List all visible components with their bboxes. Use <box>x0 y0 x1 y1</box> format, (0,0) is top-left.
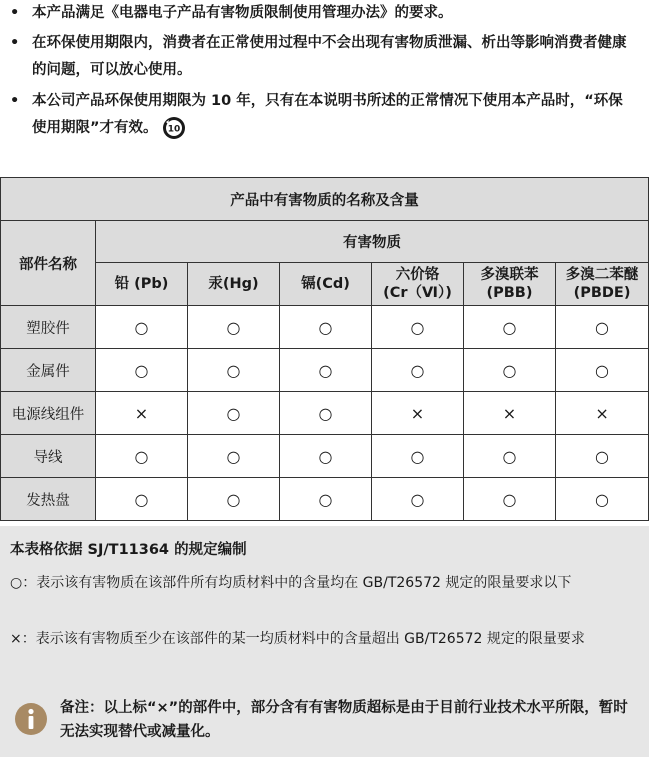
bullet-text: 本公司产品环保使用期限为 10 年，只有在本说明书所述的正常情况下使用本产品时，“环保使用期限”才有效。 <box>32 93 623 136</box>
circle-note: ○：表示该有害物质在该部件所有均质材料中的含量均在 GB/T26572 规定的限量要求以下 <box>10 575 572 591</box>
value-cell: ○ <box>188 306 280 349</box>
value-cell: × <box>96 392 188 435</box>
bullet-text: 本产品满足《电器电子产品有害物质限制使用管理办法》的要求。 <box>32 5 453 21</box>
cross-note: ×：表示该有害物质至少在该部件的某一均质材料中的含量超出 GB/T26572 规定的限量要求 <box>10 631 585 647</box>
bullet-marker: • <box>10 5 20 21</box>
column-header-pbde: 多溴二苯醚 (PBDE) <box>556 263 649 306</box>
value-cell: ○ <box>556 478 649 521</box>
table-title: 产品中有害物质的名称及含量 <box>1 178 649 221</box>
value-cell: ○ <box>96 306 188 349</box>
value-cell: ○ <box>556 306 649 349</box>
part-name-cell: 电源线组件 <box>1 392 96 435</box>
epup-10-icon <box>162 116 186 140</box>
substances-group-header: 有害物质 <box>96 221 649 263</box>
column-header-cd: 镉(Cd) <box>280 263 372 306</box>
bullet-text-with-logo <box>32 88 632 142</box>
table-row <box>1 478 649 521</box>
value-cell: ○ <box>556 435 649 478</box>
value-cell: ○ <box>280 306 372 349</box>
value-cell: × <box>464 392 556 435</box>
notes-heading: 本表格依据 SJ/T11364 的规定编制 <box>10 542 247 558</box>
value-cell: ○ <box>556 349 649 392</box>
value-cell: ○ <box>464 349 556 392</box>
remark <box>14 696 634 746</box>
part-name-cell: 金属件 <box>1 349 96 392</box>
part-name-header: 部件名称 <box>1 221 96 306</box>
value-cell: ○ <box>372 435 464 478</box>
column-header-cr6: 六价铬 (Cr（Ⅵ）) <box>372 263 464 306</box>
value-cell: ○ <box>280 349 372 392</box>
part-name-cell: 发热盘 <box>1 478 96 521</box>
table-row <box>1 306 649 349</box>
hazardous-substances-table <box>0 177 649 526</box>
column-header-pbb: 多溴联苯 (PBB) <box>464 263 556 306</box>
value-cell: ○ <box>280 435 372 478</box>
value-cell: ○ <box>372 306 464 349</box>
column-header-pb: 铅 (Pb) <box>96 263 188 306</box>
table-row <box>1 392 649 435</box>
bullet-marker: • <box>10 93 20 109</box>
value-cell: ○ <box>372 349 464 392</box>
part-name-cell: 导线 <box>1 435 96 478</box>
value-cell: × <box>372 392 464 435</box>
remark-text: 备注：以上标“×”的部件中，部分含有有害物质超标是由于目前行业技术水平所限，暂时无法实现替代或减量化。 <box>60 700 628 740</box>
value-cell: ○ <box>188 478 280 521</box>
value-cell: ○ <box>280 478 372 521</box>
table-row <box>1 435 649 478</box>
value-cell: ○ <box>96 435 188 478</box>
value-cell: ○ <box>464 478 556 521</box>
bullet-marker: • <box>10 35 20 51</box>
value-cell: ○ <box>464 306 556 349</box>
table-row <box>1 349 649 392</box>
part-name-cell: 塑胶件 <box>1 306 96 349</box>
bullet-text: 在环保使用期限内，消费者在正常使用过程中不会出现有害物质泄漏、析出等影响消费者健康的问题，可以放心使用。 <box>32 35 627 78</box>
value-cell: ○ <box>188 435 280 478</box>
value-cell: ○ <box>188 392 280 435</box>
value-cell: ○ <box>464 435 556 478</box>
value-cell: ○ <box>96 478 188 521</box>
column-header-hg: 汞(Hg) <box>188 263 280 306</box>
value-cell: ○ <box>96 349 188 392</box>
value-cell: ○ <box>372 478 464 521</box>
epup-number: 10 <box>167 124 180 135</box>
value-cell: ○ <box>188 349 280 392</box>
notes-panel <box>0 526 649 757</box>
info-icon <box>14 702 48 736</box>
value-cell: × <box>556 392 649 435</box>
value-cell: ○ <box>280 392 372 435</box>
